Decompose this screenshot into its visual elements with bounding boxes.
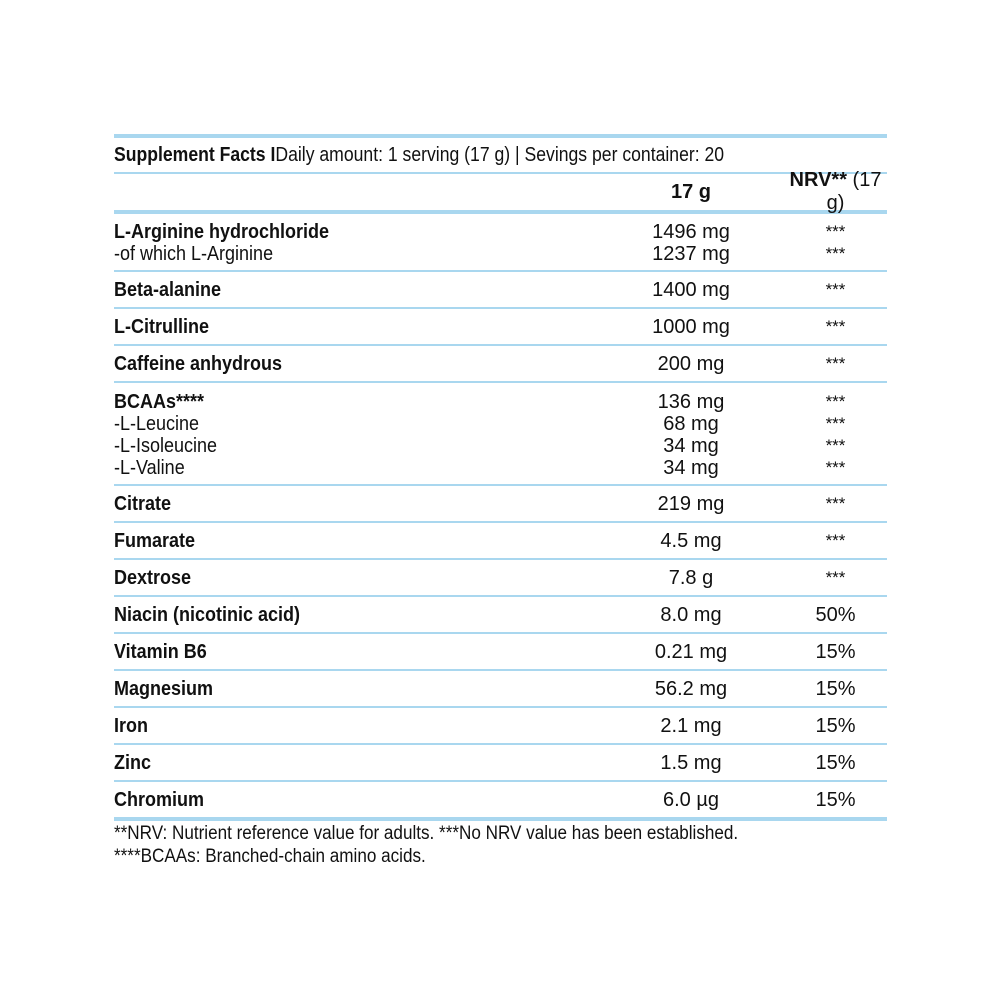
table-row — [114, 634, 887, 669]
ingredient-rows — [114, 214, 887, 821]
table-row — [114, 671, 887, 706]
table-row — [114, 708, 887, 743]
ingredient-amount: 219 mg — [657, 492, 725, 515]
ingredient-amount-cell — [614, 567, 758, 589]
ingredient-name: L-Citrulline — [114, 315, 209, 338]
table-row — [114, 272, 887, 307]
ingredient-name: Niacin (nicotinic acid) — [114, 603, 301, 626]
ingredient-nrv: 15% — [815, 640, 856, 663]
table-row — [114, 309, 887, 344]
ingredient-amount: 1400 mg — [652, 278, 730, 301]
ingredient-amount-cell — [614, 678, 758, 700]
ingredient-amount: 200 mg — [657, 352, 725, 375]
ingredient-nrv: *** — [825, 458, 846, 477]
ingredient-amount: 68 mg — [663, 413, 719, 435]
ingredient-amount-cell — [614, 316, 758, 338]
ingredient-nrv: 15% — [815, 751, 856, 774]
ingredient-nrv-cell — [758, 221, 887, 265]
ingredient-nrv: *** — [825, 414, 846, 433]
ingredient-nrv: *** — [825, 567, 846, 587]
table-row — [114, 560, 887, 595]
ingredient-name: -of which L-Arginine — [114, 243, 274, 265]
ingredient-name: Fumarate — [114, 529, 196, 552]
ingredient-amount-cell — [614, 789, 758, 811]
ingredient-name-cell — [114, 604, 564, 626]
ingredient-name-cell — [114, 789, 564, 811]
supplement-facts-table — [114, 134, 887, 821]
ingredient-name-cell — [114, 391, 564, 479]
ingredient-nrv-cell — [758, 604, 887, 626]
ingredient-name-cell — [114, 353, 564, 375]
table-row — [114, 214, 887, 270]
ingredient-amount: 0.21 mg — [654, 640, 728, 663]
ingredient-amount-cell — [614, 391, 758, 479]
ingredient-amount: 56.2 mg — [654, 677, 728, 700]
ingredient-amount: 2.1 mg — [660, 714, 722, 737]
footnote-bcaa: ****BCAAs: Branched-chain amino acids. — [114, 846, 426, 867]
ingredient-amount: 34 mg — [663, 457, 719, 479]
ingredient-name: Dextrose — [114, 566, 192, 589]
ingredient-name-cell — [114, 678, 564, 700]
ingredient-nrv-cell — [758, 752, 887, 774]
ingredient-nrv: *** — [825, 436, 846, 455]
ingredient-amount: 6.0 µg — [662, 788, 719, 811]
title-bold: Supplement Facts I — [114, 144, 276, 166]
ingredient-nrv: *** — [825, 316, 846, 336]
ingredient-amount: 4.5 mg — [660, 529, 722, 552]
ingredient-name: Zinc — [114, 751, 152, 774]
ingredient-name: Iron — [114, 714, 149, 737]
ingredient-name: Magnesium — [114, 677, 214, 700]
table-row — [114, 346, 887, 381]
ingredient-nrv: 50% — [815, 603, 856, 626]
ingredient-nrv-cell — [758, 641, 887, 663]
ingredient-amount: 1496 mg — [652, 221, 730, 243]
table-row — [114, 597, 887, 632]
ingredient-name: Caffeine anhydrous — [114, 352, 283, 375]
column-header-nrv-rest: (17 g) — [826, 169, 882, 214]
ingredient-amount: 7.8 g — [668, 566, 714, 589]
ingredient-amount-cell — [614, 530, 758, 552]
ingredient-amount-cell — [614, 641, 758, 663]
ingredient-name: Chromium — [114, 788, 204, 811]
table-row — [114, 523, 887, 558]
column-header-row — [114, 169, 887, 214]
column-header-nrv — [758, 169, 887, 215]
ingredient-nrv-cell — [758, 715, 887, 737]
ingredient-amount-cell — [614, 221, 758, 265]
ingredient-amount: 8.0 mg — [660, 603, 722, 626]
table-row — [114, 782, 887, 817]
ingredient-name: -L-Leucine — [114, 413, 200, 435]
ingredient-nrv-cell — [758, 678, 887, 700]
ingredient-name-cell — [114, 567, 564, 589]
ingredient-name: -L-Valine — [114, 457, 185, 479]
ingredient-name-cell — [114, 221, 564, 265]
row-divider — [114, 817, 887, 821]
table-title — [114, 138, 896, 172]
ingredient-nrv-cell — [758, 567, 887, 589]
ingredient-name: Vitamin B6 — [114, 640, 207, 663]
ingredient-name-cell — [114, 641, 564, 663]
ingredient-name: -L-Isoleucine — [114, 435, 218, 457]
ingredient-nrv-cell — [758, 391, 887, 479]
ingredient-amount: 1237 mg — [652, 243, 730, 265]
ingredient-nrv: *** — [825, 392, 846, 411]
title-rest: Daily amount: 1 serving (17 g) | Sevings per container: 20 — [275, 144, 725, 166]
ingredient-name-cell — [114, 715, 564, 737]
ingredient-name: Beta-alanine — [114, 278, 222, 301]
ingredient-nrv-cell — [758, 316, 887, 338]
ingredient-nrv-cell — [758, 530, 887, 552]
ingredient-amount: 1000 mg — [652, 315, 730, 338]
footnote-nrv: **NRV: Nutrient reference value for adults. ***No NRV value has been established. — [114, 823, 739, 844]
footnotes — [114, 822, 738, 868]
ingredient-name-cell — [114, 752, 564, 774]
ingredient-nrv: 15% — [815, 714, 856, 737]
ingredient-nrv: 15% — [815, 788, 856, 811]
column-header-amount: 17 g — [670, 180, 712, 203]
ingredient-nrv: *** — [825, 353, 846, 373]
ingredient-name-cell — [114, 316, 564, 338]
ingredient-name-cell — [114, 279, 564, 301]
ingredient-name: BCAAs**** — [114, 391, 205, 413]
ingredient-amount-cell — [614, 715, 758, 737]
ingredient-amount: 34 mg — [663, 435, 719, 457]
ingredient-amount-cell — [614, 493, 758, 515]
ingredient-nrv: *** — [825, 530, 846, 550]
ingredient-amount-cell — [614, 752, 758, 774]
ingredient-name-cell — [114, 493, 564, 515]
ingredient-name-cell — [114, 530, 564, 552]
ingredient-amount-cell — [614, 279, 758, 301]
ingredient-nrv-cell — [758, 789, 887, 811]
ingredient-nrv: *** — [825, 244, 846, 263]
ingredient-amount-cell — [614, 604, 758, 626]
ingredient-nrv: *** — [825, 493, 846, 513]
table-row — [114, 486, 887, 521]
ingredient-nrv: *** — [825, 279, 846, 299]
ingredient-nrv-cell — [758, 353, 887, 375]
ingredient-nrv: 15% — [815, 677, 856, 700]
ingredient-amount: 136 mg — [657, 391, 725, 413]
ingredient-name: Citrate — [114, 492, 172, 515]
ingredient-amount: 1.5 mg — [660, 751, 722, 774]
ingredient-amount-cell — [614, 353, 758, 375]
column-header-nrv-bold: NRV** — [789, 169, 847, 191]
ingredient-name: L-Arginine hydrochloride — [114, 221, 330, 243]
ingredient-nrv: *** — [825, 222, 846, 241]
table-row — [114, 383, 887, 484]
ingredient-nrv-cell — [758, 279, 887, 301]
ingredient-nrv-cell — [758, 493, 887, 515]
table-row — [114, 745, 887, 780]
